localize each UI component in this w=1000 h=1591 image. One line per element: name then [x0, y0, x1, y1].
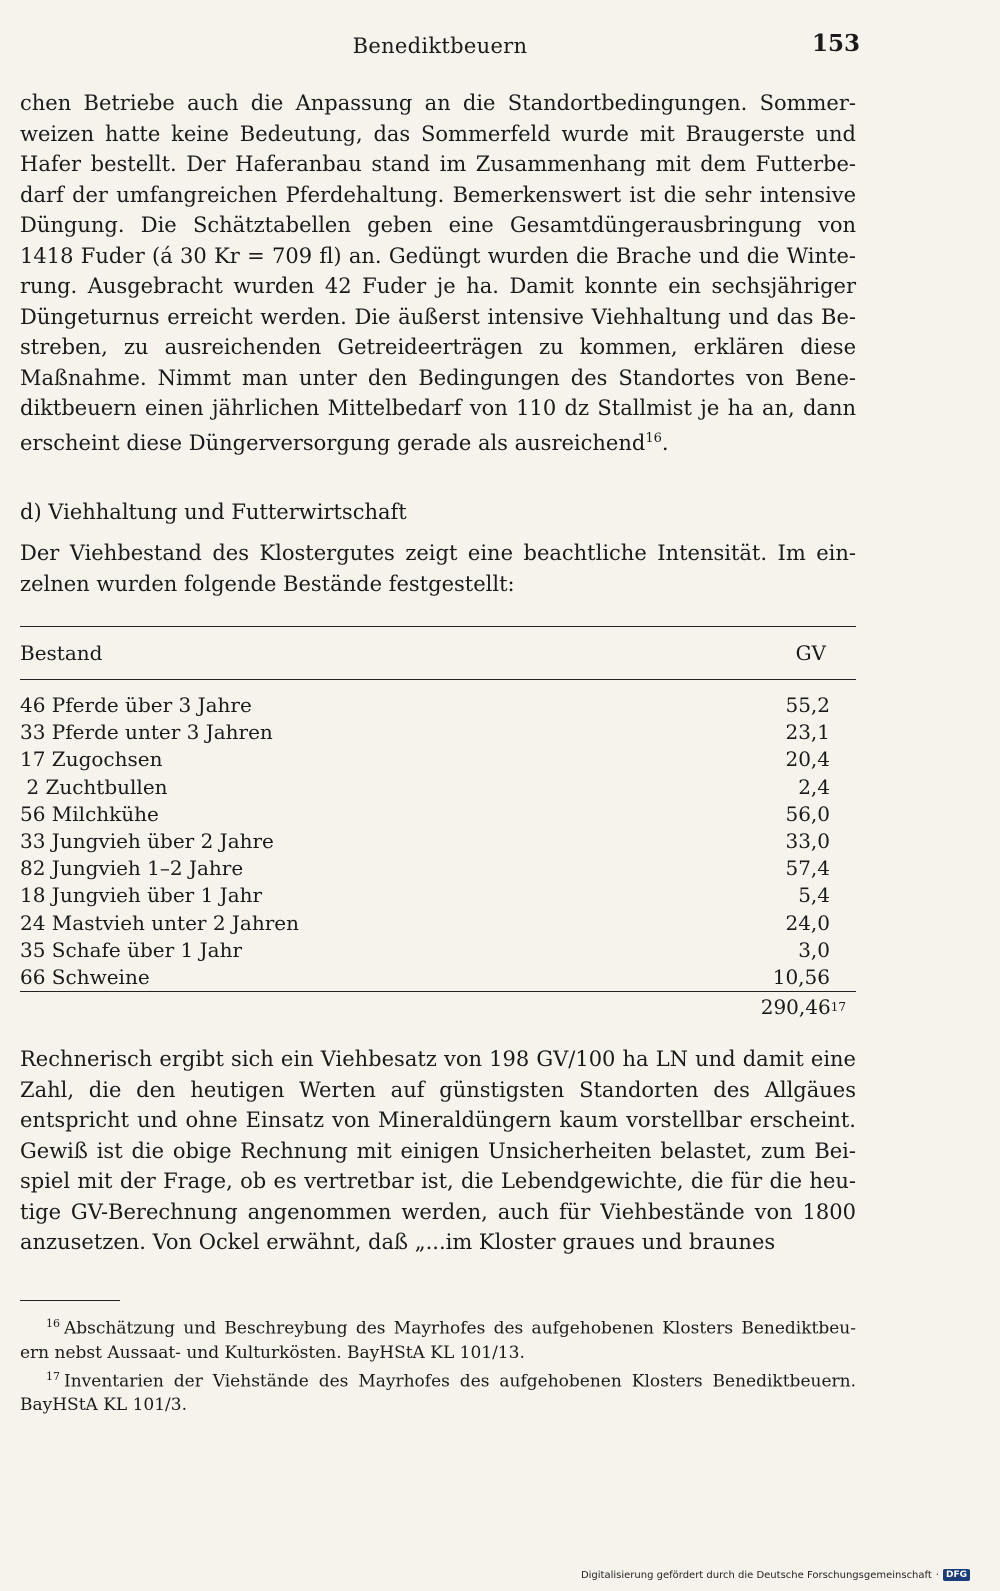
cell-gv: 3,0	[798, 937, 830, 962]
paragraph-1-end: .	[661, 430, 669, 455]
footnote-17	[20, 1365, 856, 1418]
table-row	[20, 774, 856, 801]
table-row	[20, 855, 856, 882]
table-row	[20, 937, 856, 964]
paragraph-1-text: chen Betriebe auch die Anpassung an die Standortbedingungen. Sommer-weizen hatte keine Bedeutung, das Sommerfeld wurde mit Braugerste und Hafer bestellt. Der Haferanbau stand im Zusammenhang mit dem Futterbe-darf der umfangreichen Pferdehaltung. Bemerkenswert ist die sehr intensive Düngung. Die Schätztabellen geben eine Gesamtdüngerausbringung von 1418 Fuder (á 30 Kr = 709 fl) an. Gedüngt wurden die Brache und die Winte-rung. Ausgebracht wurden 42 Fuder je ha. Damit konnte ein sechsjähriger Düngeturnus erreicht werden. Die äußerst intensive Viehhaltung und das Be-streben, zu ausreichenden Getreideerträgen zu kommen, erklären diese Maßnahme. Nimmt man unter den Bedingungen des Standortes von Bene-diktbeuern einen jährlichen Mittelbedarf von 110 dz Stallmist je ha an, dann erscheint diese Düngerversorgung gerade als ausreichend	[20, 91, 856, 455]
table-row	[20, 719, 856, 746]
footnote-mark: 17	[46, 1369, 60, 1383]
table-row	[20, 692, 856, 719]
footnote-mark: 16	[46, 1317, 60, 1330]
credit-text: Digitalisierung gefördert durch die Deutsche Forschungsgemeinschaft	[580, 1569, 932, 1581]
cell-gv: 20,4	[785, 747, 830, 772]
footnote-ref-17[interactable]: 17	[830, 1000, 846, 1015]
cell-bestand: 35 Schafe über 1 Jahr	[20, 937, 243, 962]
table-total: 290,46	[760, 995, 831, 1020]
cell-bestand: 56 Milchkühe	[20, 801, 159, 826]
footnotes	[20, 1312, 856, 1417]
footnote-text: Inventarien der Viehstände des Mayrhofes des aufgehobenen Klosters Benediktbeuern. BayHStA KL 101/3.	[20, 1371, 856, 1416]
cell-gv: 10,56	[772, 964, 830, 989]
paragraph-1	[20, 88, 856, 458]
header-bestand: Bestand	[20, 641, 103, 665]
table-row	[20, 828, 856, 855]
running-title: Benediktbeuern	[352, 34, 528, 58]
paragraph-3: Rechnerisch ergibt sich ein Viehbesatz von 198 GV/100 ha LN und damit eine Zahl, die den heutigen Werten auf günstigsten Standorten des Allgäues entspricht und ohne Einsatz von Mineraldüngern kaum vorstellbar erscheint. Gewiß ist die obige Rechnung mit einigen Unsicherheiten belastet, zum Bei-spiel mit der Frage, ob es vertretbar ist, die Lebendgewichte, die für die heu-tige GV-Berechnung angenommen werden, auch für Viehbestände von 1800 anzusetzen. Von Ockel erwähnt, daß „...im Kloster graues und braunes	[20, 1047, 856, 1254]
cell-bestand: 17 Zugochsen	[20, 747, 163, 772]
table-row	[20, 801, 856, 828]
cell-gv: 2,4	[798, 774, 830, 799]
cell-bestand: 33 Jungvieh über 2 Jahre	[20, 828, 274, 853]
table-row	[20, 882, 856, 909]
table-row	[20, 964, 856, 991]
cell-bestand: 82 Jungvieh 1–2 Jahre	[20, 856, 244, 881]
cell-gv: 57,4	[785, 856, 830, 881]
cell-bestand: 33 Pferde unter 3 Jahren	[20, 720, 273, 745]
cell-gv: 56,0	[785, 801, 830, 826]
page-header	[20, 30, 860, 64]
cell-gv: 5,4	[798, 883, 830, 908]
digitization-credit: Digitalisierung gefördert durch die Deutsche Forschungsgemeinschaft · DFG	[581, 1569, 970, 1581]
cell-bestand: 66 Schweine	[20, 964, 150, 989]
section-heading: d) Viehhaltung und Futterwirtschaft	[20, 500, 407, 524]
cell-gv: 55,2	[785, 693, 830, 717]
cell-bestand: 2 Zuchtbullen	[20, 774, 168, 799]
paragraph-2: Der Viehbestand des Klostergutes zeigt eine beachtliche Intensität. Im ein-zelnen wurden folgende Bestände festgestellt:	[20, 541, 856, 596]
page-number: 153	[811, 30, 860, 57]
cell-gv: 33,0	[785, 828, 830, 853]
cell-bestand: 18 Jungvieh über 1 Jahr	[20, 883, 263, 908]
dfg-logo: DFG	[943, 1569, 970, 1581]
footnote-text: Abschätzung und Beschreybung des Mayrhofes des aufgehobenen Klosters Benediktbeu-ern nebst Aussaat- und Kulturkösten. BayHStA KL 101/13.	[20, 1318, 856, 1363]
cell-bestand: 46 Pferde über 3 Jahre	[20, 693, 252, 717]
cell-bestand: 24 Mastvieh unter 2 Jahren	[20, 910, 300, 935]
footnote-16	[20, 1312, 856, 1365]
table-row	[20, 910, 856, 937]
table-total-row	[20, 992, 856, 1022]
cell-gv: 24,0	[785, 910, 830, 935]
livestock-table	[20, 626, 856, 1022]
table-header	[20, 627, 856, 679]
footnote-rule	[20, 1300, 120, 1301]
table-row	[20, 746, 856, 773]
table-body	[20, 680, 856, 991]
cell-gv: 23,1	[785, 720, 830, 745]
footnote-ref-16[interactable]: 16	[645, 430, 662, 446]
header-gv: GV	[795, 641, 826, 665]
